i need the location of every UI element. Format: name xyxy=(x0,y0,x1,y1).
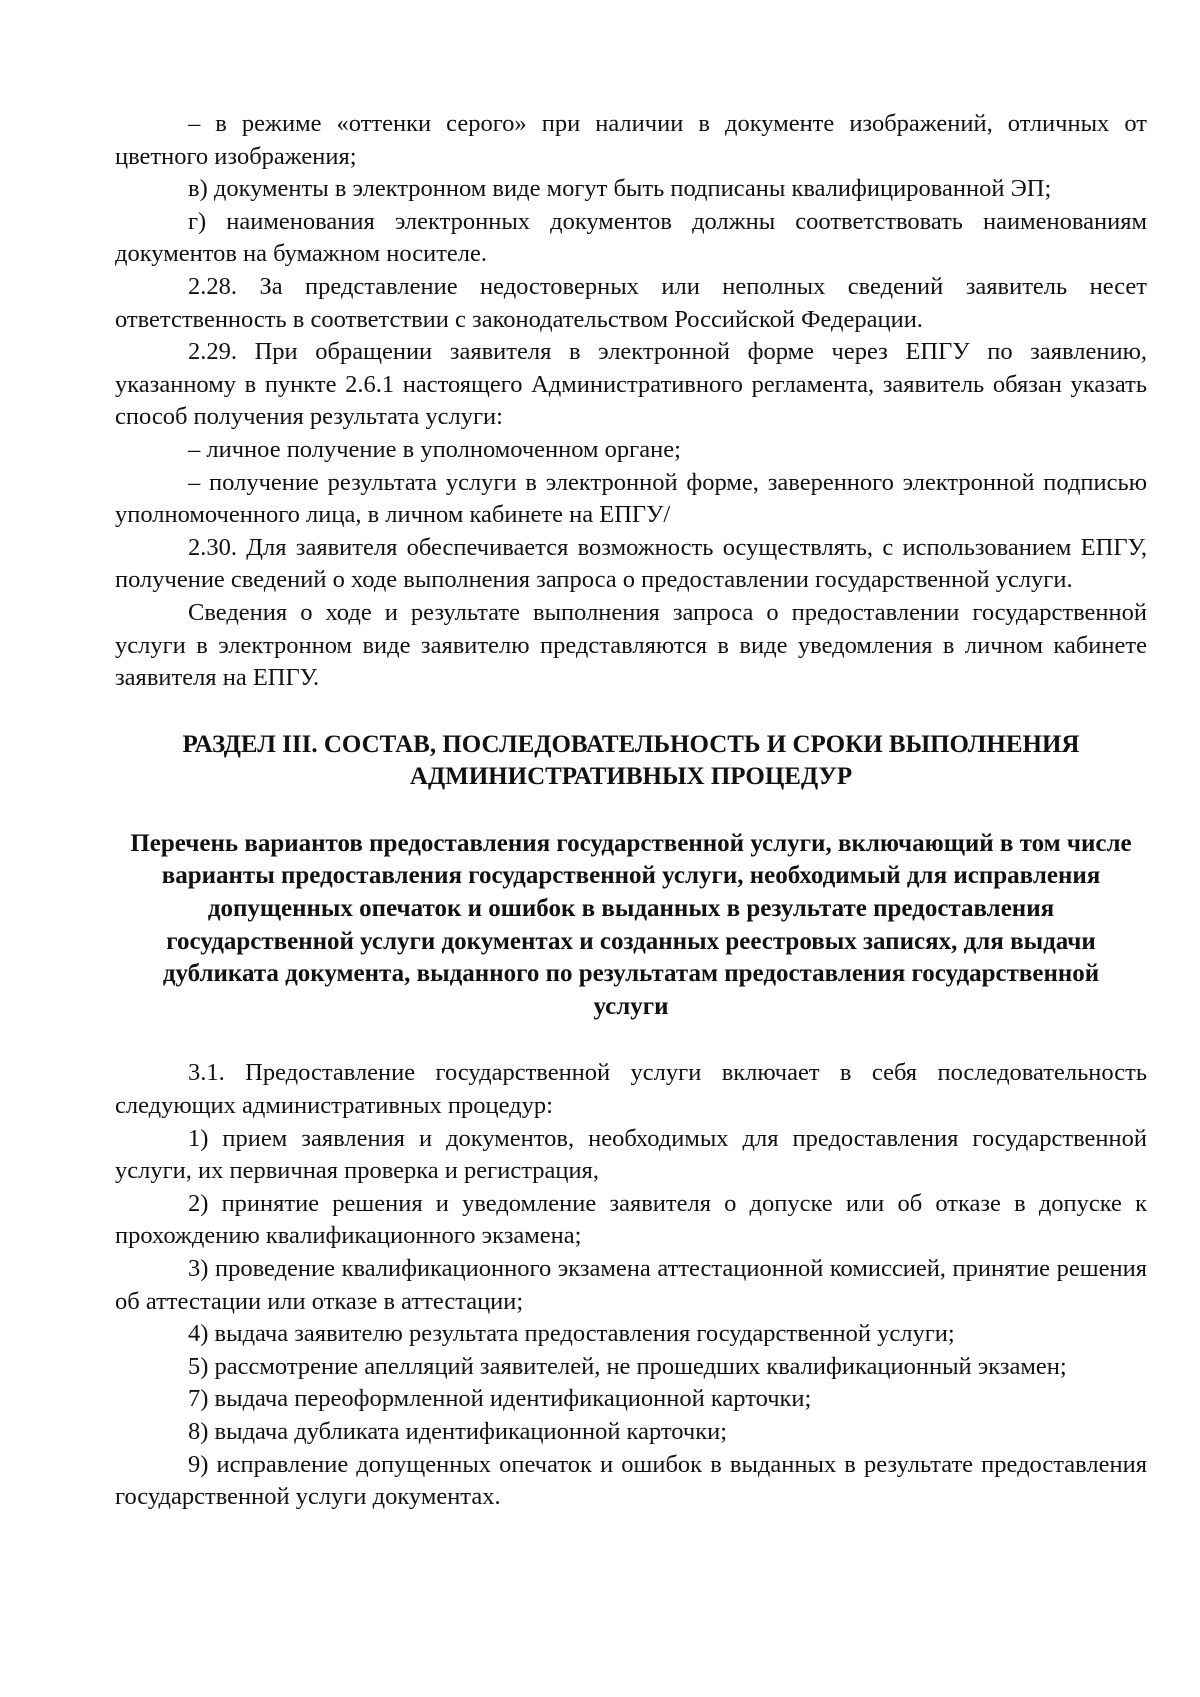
section-heading: РАЗДЕЛ III. СОСТАВ, ПОСЛЕДОВАТЕЛЬНОСТЬ И СРОКИ ВЫПОЛНЕНИЯ АДМИНИСТРАТИВНЫХ ПРОЦЕДУР xyxy=(182,730,1080,791)
paragraph-3-1: 3.1. Предоставление государственной услуги включает в себя последовательность следующих административных процедур: xyxy=(115,1059,1147,1120)
subsection-heading: Перечень вариантов предоставления государственной услуги, включающий в том числе варианты предоставления государственной услуги, необходимый для исправления допущенных опечаток и ошибок в выданных в результате предоставления государственной услуги документах и созданных реестровых записях, для выдачи дубликата документа, выданного по результатам предоставления государственной услуги xyxy=(130,829,1132,1020)
list-item-personal-receipt: – личное получение в уполномоченном органе; xyxy=(188,435,681,463)
list-item-procedure-9: 9) исправление допущенных опечаток и ошибок в выданных в результате предоставления государственной услуги документах. xyxy=(115,1450,1147,1511)
list-item-procedure-7: 7) выдача переоформленной идентификационной карточки; xyxy=(188,1385,812,1413)
paragraph-status-info: Сведения о ходе и результате выполнения запроса о предоставлении государственной услуги в электронном виде заявителю представляются в виде уведомления в личном кабинете заявителя на ЕПГУ. xyxy=(115,598,1147,692)
list-item-procedure-8: 8) выдача дубликата идентификационной карточки; xyxy=(188,1417,728,1445)
paragraph-grayscale-mode: – в режиме «оттенки серого» при наличии в документе изображений, отличных от цветного изображения; xyxy=(115,110,1147,170)
list-item-procedure-4: 4) выдача заявителю результата предоставления государственной услуги; xyxy=(188,1320,955,1348)
list-item-procedure-2: 2) принятие решения и уведомление заявителя о допуске или об отказе в допуске к прохождению квалификационного экзамена; xyxy=(115,1189,1147,1250)
paragraph-document-names: г) наименования электронных документов должны соответствовать наименованиям документов на бумажном носителе. xyxy=(115,207,1147,268)
paragraph-qualified-signature: в) документы в электронном виде могут быть подписаны квалифицированной ЭП; xyxy=(188,175,1052,203)
list-item-electronic-receipt: – получение результата услуги в электронной форме, заверенного электронной подписью уполномоченного лица, в личном кабинете на ЕПГУ/ xyxy=(115,468,1147,529)
paragraph-2-30: 2.30. Для заявителя обеспечивается возможность осуществлять, с использованием ЕПГУ, получение сведений о ходе выполнения запроса о предоставлении государственной услуги. xyxy=(115,533,1147,594)
list-item-procedure-3: 3) проведение квалификационного экзамена аттестационной комиссией, принятие решения об аттестации или отказе в аттестации; xyxy=(115,1255,1147,1315)
list-item-procedure-5: 5) рассмотрение апелляций заявителей, не прошедших квалификационный экзамен; xyxy=(188,1352,1067,1380)
paragraph-2-28: 2.28. За представление недостоверных или неполных сведений заявитель несет ответственность в соответствии с законодательством Российской Федерации. xyxy=(115,272,1147,333)
document-page xyxy=(115,108,1147,1514)
list-item-procedure-1: 1) прием заявления и документов, необходимых для предоставления государственной услуги, их первичная проверка и регистрация, xyxy=(115,1124,1147,1185)
paragraph-2-29: 2.29. При обращении заявителя в электронной форме через ЕПГУ по заявлению, указанному в пункте 2.6.1 настоящего Административного регламента, заявитель обязан указать способ получения результата услуги: xyxy=(115,338,1147,431)
